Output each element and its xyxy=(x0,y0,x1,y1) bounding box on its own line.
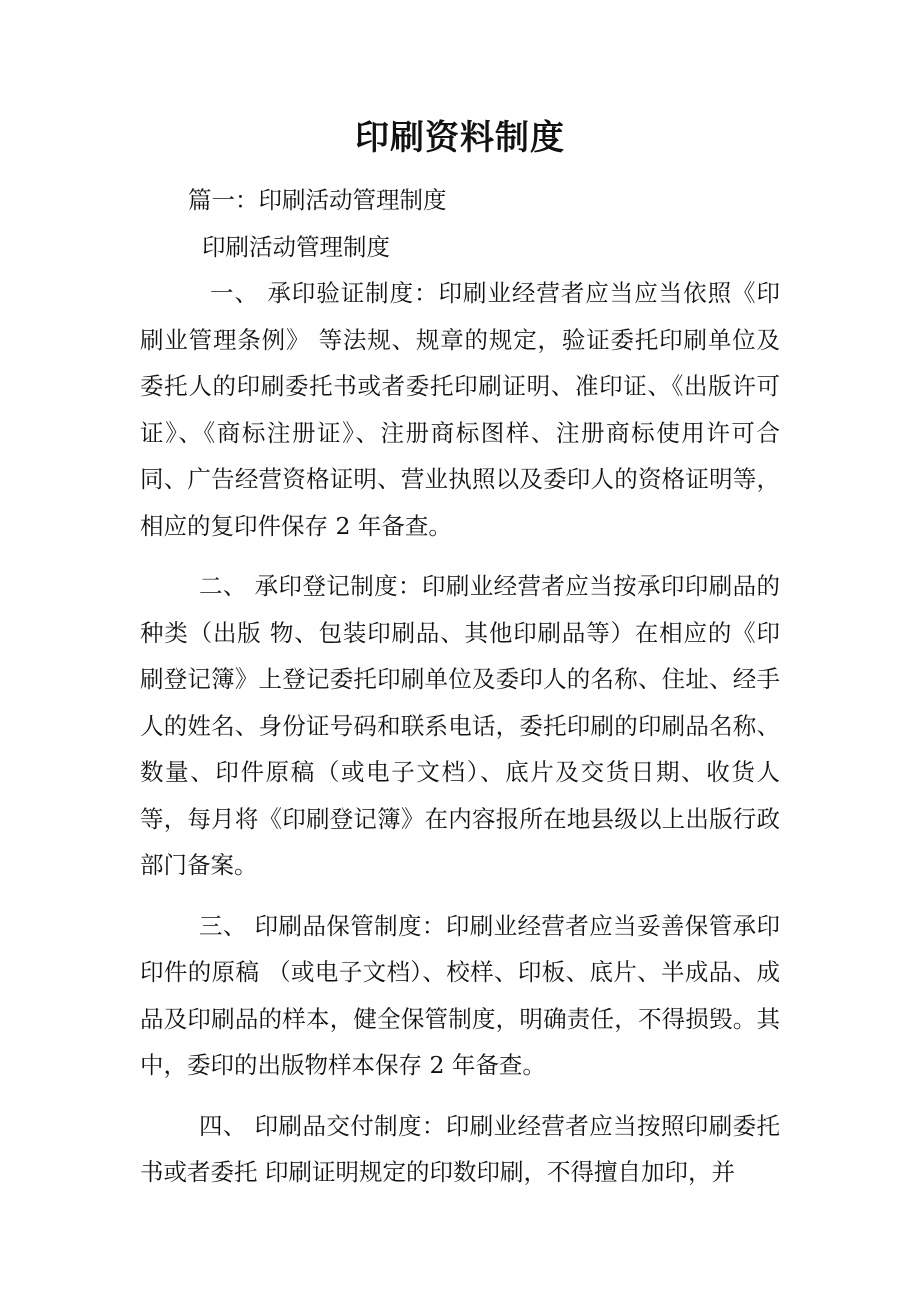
chapter-heading: 篇一：印刷活动管理制度 xyxy=(188,186,447,214)
paragraph-registration: 二、 承印登记制度：印刷业经营者应当按承印印刷品的种类（出版 物、包装印刷品、其他印刷品等）在相应的《印刷登记簿》上登记委托印刷单位及委印人的名称、住址、经手人的姓名、身份证号码和联系电话，委托印刷的印刷品名称、数量、印件原稿（或电子文档）、底片及交货日期、收货人等，每月将《印刷登记簿》在内容报所在地县级以上出版行政部门备案。 xyxy=(140,572,780,879)
paragraph-storage: 三、 印刷品保管制度：印刷业经营者应当妥善保管承印印件的原稿 （或电子文档）、校样、印板、底片、半成品、成品及印刷品的样本，健全保管制度，明确责任，不得损毁。其中，委印的出版物样本保存 2 年备查。 xyxy=(140,911,780,1079)
paragraph-verification: 一、 承印验证制度：印刷业经营者应当应当依照《印刷业管理条例》 等法规、规章的规定，验证委托印刷单位及委托人的印刷委托书或者委托印刷证明、准印证、《出版许可证》、《商标注册证》、注册商标图样、注册商标使用许可合同、广告经营资格证明、营业执照以及委印人的资格证明等，相应的复印件保存 2 年备查。 xyxy=(140,279,780,540)
section-heading: 印刷活动管理制度 xyxy=(202,232,390,261)
paragraph-delivery: 四、 印刷品交付制度：印刷业经营者应当按照印刷委托书或者委托 印刷证明规定的印数印刷，不得擅自加印，并 xyxy=(140,1111,780,1186)
document-title: 印刷资料制度 xyxy=(355,118,565,158)
document-body xyxy=(140,177,780,1196)
